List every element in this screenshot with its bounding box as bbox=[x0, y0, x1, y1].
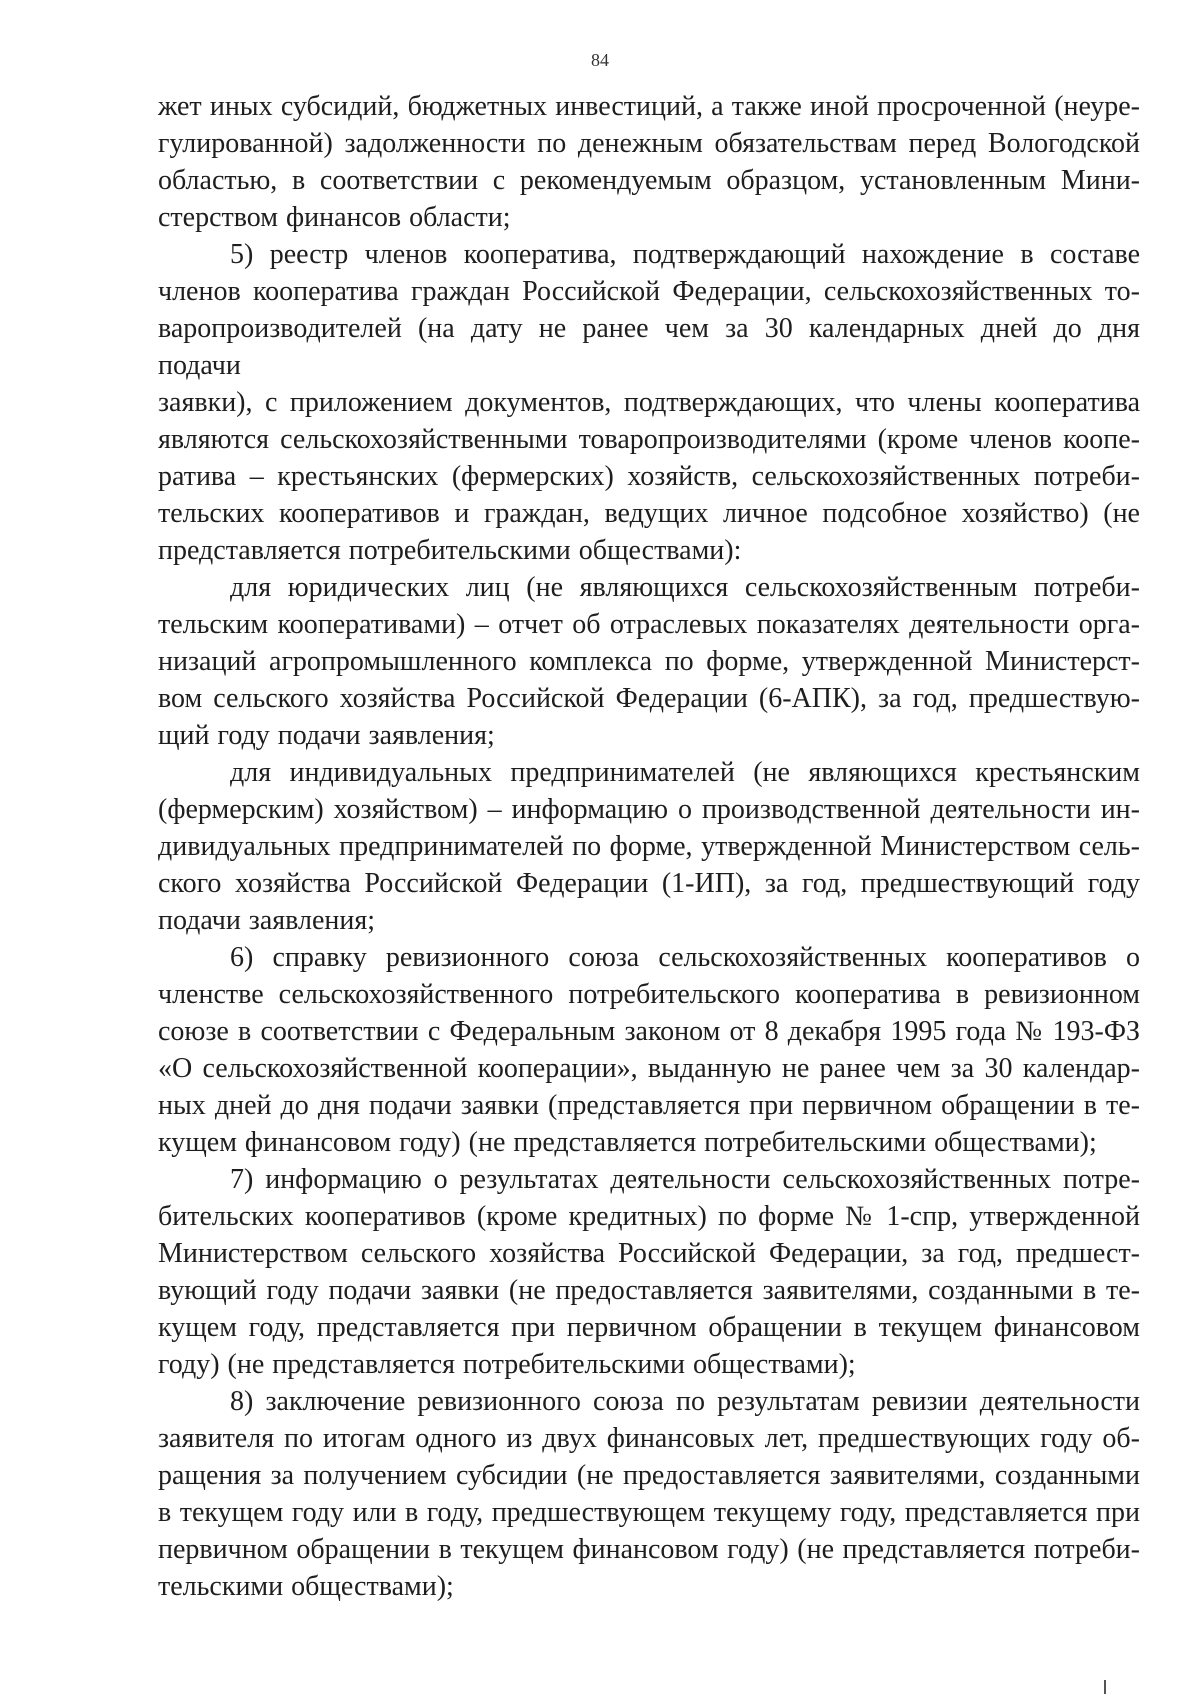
paragraph-item-7 bbox=[158, 1161, 1140, 1383]
text-line: кущем году, представляется при первичном обращении в текущем финансовом bbox=[158, 1312, 1140, 1343]
text-line: «О сельскохозяйственной кооперации», выданную не ранее чем за 30 календар- bbox=[158, 1053, 1140, 1084]
text-line: ратива – крестьянских (фермерских) хозяйств, сельскохозяйственных потреби- bbox=[158, 461, 1140, 492]
text-line: членстве сельскохозяйственного потребительского кооператива в ревизионном bbox=[158, 979, 1140, 1010]
text-line: низаций агропромышленного комплекса по форме, утвержденной Министерст- bbox=[158, 646, 1140, 677]
text-line: гулированной) задолженности по денежным обязательствам перед Вологодской bbox=[158, 128, 1140, 159]
text-line: варопроизводителей (на дату не ранее чем за 30 календарных дней до дня подачи bbox=[158, 313, 1140, 381]
text-line: областью, в соответствии с рекомендуемым образцом, установленным Мини- bbox=[158, 165, 1140, 196]
text-line: 5) реестр членов кооператива, подтверждающий нахождение в составе bbox=[230, 239, 1140, 270]
text-line: Министерством сельского хозяйства Российской Федерации, за год, предшест- bbox=[158, 1238, 1140, 1269]
text-line: союзе в соответствии с Федеральным законом от 8 декабря 1995 года № 193-ФЗ bbox=[158, 1016, 1140, 1047]
paragraph-legal-entities bbox=[158, 569, 1140, 754]
text-line: тельских кооперативов и граждан, ведущих личное подсобное хозяйство) (не bbox=[158, 498, 1140, 529]
text-line: 8) заключение ревизионного союза по результатам ревизии деятельности bbox=[230, 1386, 1140, 1417]
text-line: тельскими обществами); bbox=[158, 1571, 454, 1602]
text-line: щий году подачи заявления; bbox=[158, 720, 495, 751]
text-line: членов кооператива граждан Российской Федерации, сельскохозяйственных то- bbox=[158, 276, 1140, 307]
text-line: стерством финансов области; bbox=[158, 202, 511, 233]
text-line: для индивидуальных предпринимателей (не являющихся крестьянским bbox=[230, 757, 1140, 788]
text-line: подачи заявления; bbox=[158, 905, 376, 936]
text-line: представляется потребительскими обществами): bbox=[158, 535, 742, 566]
text-line: заявителя по итогам одного из двух финансовых лет, предшествующих году об- bbox=[158, 1423, 1140, 1454]
text-line: вующий году подачи заявки (не предоставляется заявителями, созданными в те- bbox=[158, 1275, 1140, 1306]
text-line: ных дней до дня подачи заявки (представляется при первичном обращении в те- bbox=[158, 1090, 1140, 1121]
text-line: бительских кооперативов (кроме кредитных) по форме № 1-спр, утвержденной bbox=[158, 1201, 1140, 1232]
scan-speck bbox=[1104, 1680, 1106, 1694]
text-line: в текущем году или в году, предшествующем текущему году, представляется при bbox=[158, 1497, 1140, 1528]
text-line: (фермерским) хозяйством) – информацию о производственной деятельности ин- bbox=[158, 794, 1140, 825]
text-line: тельским кооперативами) – отчет об отраслевых показателях деятельности орга- bbox=[158, 609, 1140, 640]
text-line: дивидуальных предпринимателей по форме, утвержденной Министерством сель- bbox=[158, 831, 1140, 862]
text-line: 6) справку ревизионного союза сельскохозяйственных кооперативов о bbox=[230, 942, 1140, 973]
page-number: 84 bbox=[591, 50, 609, 70]
text-line: году) (не представляется потребительскими обществами); bbox=[158, 1349, 856, 1380]
paragraph-item-6 bbox=[158, 939, 1140, 1161]
text-line: вом сельского хозяйства Российской Федерации (6-АПК), за год, предшествую- bbox=[158, 683, 1140, 714]
paragraph-item-8 bbox=[158, 1383, 1140, 1605]
text-line: для юридических лиц (не являющихся сельскохозяйственным потреби- bbox=[230, 572, 1140, 603]
paragraph-item-5 bbox=[158, 236, 1140, 569]
text-line: ского хозяйства Российской Федерации (1-ИП), за год, предшествующий году bbox=[158, 868, 1140, 899]
document-body bbox=[158, 88, 1140, 1605]
text-line: жет иных субсидий, бюджетных инвестиций, а также иной просроченной (неуре- bbox=[158, 91, 1140, 122]
paragraph-individual-entrepreneurs bbox=[158, 754, 1140, 939]
text-line: 7) информацию о результатах деятельности сельскохозяйственных потре- bbox=[230, 1164, 1140, 1195]
text-line: являются сельскохозяйственными товаропроизводителями (кроме членов коопе- bbox=[158, 424, 1140, 455]
text-line: заявки), с приложением документов, подтверждающих, что члены кооператива bbox=[158, 387, 1140, 418]
text-line: первичном обращении в текущем финансовом году) (не представляется потреби- bbox=[158, 1534, 1140, 1565]
text-line: кущем финансовом году) (не представляется потребительскими обществами); bbox=[158, 1127, 1097, 1158]
text-line: ращения за получением субсидии (не предоставляется заявителями, созданными bbox=[158, 1460, 1140, 1491]
paragraph-continuation bbox=[158, 88, 1140, 236]
